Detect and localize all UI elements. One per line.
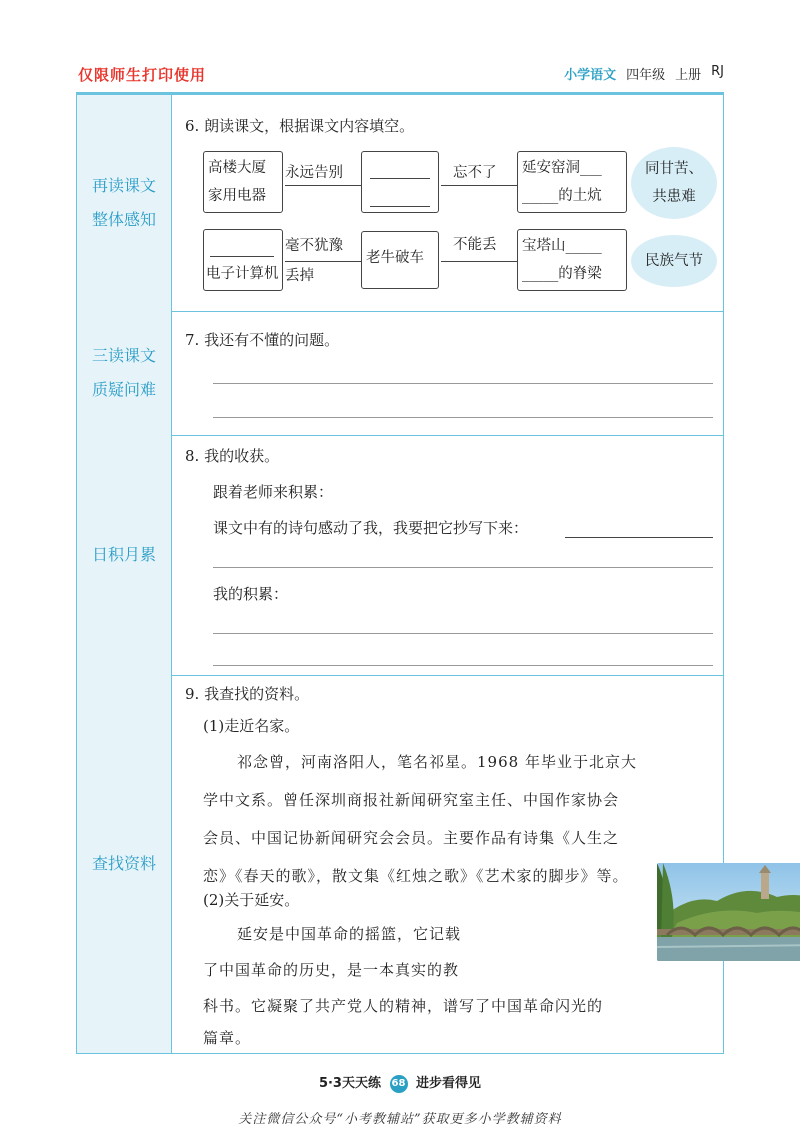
row-content — [185, 675, 713, 1053]
grade: 四年级 — [626, 68, 666, 83]
page-number: 68 — [390, 1075, 408, 1093]
row-reread — [77, 95, 723, 312]
part-title: (1)走近名家。 — [203, 717, 300, 735]
connector-line — [285, 185, 361, 186]
page-footer — [0, 1072, 800, 1093]
pagoda-bridge-image — [657, 863, 800, 961]
answer-line[interactable] — [213, 417, 713, 418]
blank-line — [370, 178, 430, 179]
bubble-national-integrity: 民族气节 — [631, 235, 717, 287]
sub-prompt: 课文中有的诗句感动了我，我要把它抄写下来： — [213, 519, 529, 537]
row-question — [77, 311, 723, 436]
yanan-photo — [657, 863, 800, 961]
worksheet-table — [76, 94, 724, 1054]
question-9: 9. 我查找的资料。 — [185, 685, 310, 703]
bubble-share-hardships: 同甘苦、 共患难 — [631, 147, 717, 219]
row-content — [185, 311, 713, 435]
question-6: 6. 朗读课文，根据课文内容填空。 — [185, 117, 415, 135]
paragraph-line: 祁念曾，河南洛阳人，笔名祁星。1968 年毕业于北京大 — [237, 753, 637, 771]
blank-line[interactable] — [210, 256, 274, 257]
print-notice: 仅限师生打印使用 — [78, 66, 207, 84]
paragraph-line: 学中文系。曾任深圳商报社新闻研究室主任、中国作家协会 — [203, 791, 620, 809]
paragraph-line: 科书。它凝聚了共产党人的精神，谱写了中国革命闪光的 — [203, 997, 604, 1015]
box-tall-buildings: 高楼大厦 家用电器 — [203, 151, 283, 213]
book-info — [564, 64, 724, 83]
box-yanan-cave: 延安窑洞___ _____的土炕 — [517, 151, 627, 213]
blank-line — [370, 206, 430, 207]
connector-line — [441, 185, 517, 186]
connector-forever-farewell: 永远告别 — [285, 165, 343, 181]
row-label: 查找资料 — [77, 675, 172, 1053]
row-research — [77, 675, 723, 1053]
row-content — [185, 435, 713, 675]
box-pagoda-hill: 宝塔山_____ _____的脊梁 — [517, 229, 627, 291]
edition: RJ — [711, 64, 724, 79]
row-label: 日积月累 — [77, 435, 172, 675]
answer-line[interactable] — [213, 383, 713, 384]
connector-line — [441, 261, 517, 262]
answer-line[interactable] — [213, 633, 713, 634]
sub-prompt: 跟着老师来积累： — [213, 483, 334, 501]
box-computer: 电子计算机 — [203, 229, 283, 291]
connector-cannot-forget: 忘不了 — [453, 165, 497, 181]
row-label: 再读课文 整体感知 — [77, 95, 172, 311]
volume: 上册 — [675, 68, 702, 83]
answer-line[interactable] — [565, 537, 713, 538]
paragraph-line: 篇章。 — [203, 1029, 252, 1047]
connector-discard: 毫不犹豫 丢掉 — [285, 238, 343, 284]
connector-line — [285, 261, 361, 262]
paragraph-line: 恋》《春天的歌》，散文集《红烛之歌》《艺术家的脚步》等。 — [203, 867, 629, 885]
slogan: 进步看得见 — [416, 1076, 482, 1091]
box-old-cart: 老牛破车 — [361, 231, 439, 289]
question-8: 8. 我的收获。 — [185, 447, 280, 465]
answer-line[interactable] — [213, 665, 713, 666]
subject: 小学语文 — [564, 68, 617, 83]
row-label: 三读课文 质疑问难 — [77, 311, 172, 435]
paragraph-line: 会员、中国记协新闻研究会会员。主要作品有诗集《人生之 — [203, 829, 620, 847]
paragraph-line: 了中国革命的历史，是一本真实的教 — [203, 961, 460, 979]
row-content — [185, 95, 713, 311]
question-7: 7. 我还有不懂的问题。 — [185, 331, 340, 349]
wechat-notice: 关注微信公众号“小考教辅站”获取更多小学教辅资料 — [238, 1112, 562, 1127]
series-name: 5·3天天练 — [318, 1076, 381, 1091]
sub-prompt: 我的积累： — [213, 585, 289, 603]
blank-box-1[interactable] — [361, 151, 439, 213]
paragraph-line: 延安是中国革命的摇篮，它记载 — [237, 925, 462, 943]
row-accumulate — [77, 435, 723, 676]
answer-line[interactable] — [213, 567, 713, 568]
connector-cannot-lose: 不能丢 — [453, 237, 497, 253]
part-title: (2)关于延安。 — [203, 891, 300, 909]
